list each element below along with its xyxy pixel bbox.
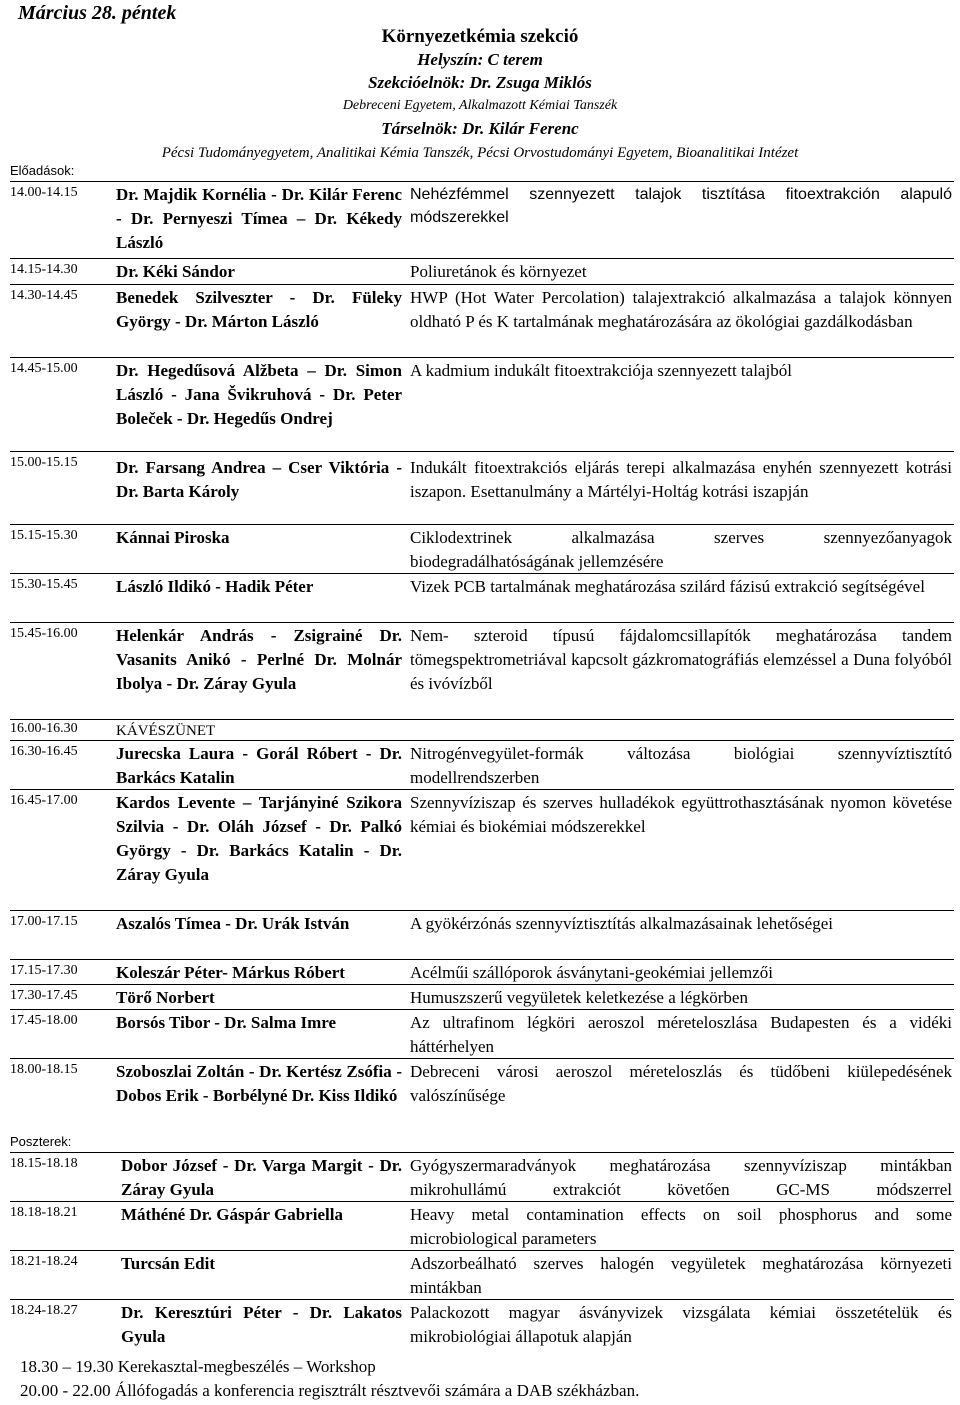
talk-row — [10, 984, 954, 1009]
talk-title: Acélműi szállóporok ásványtani-geokémiai jellemzői — [410, 963, 774, 982]
talk-authors: Dr. Majdik Kornélia - Dr. Kilár Ferenc - Dr. Pernyeszi Tímea – Dr. Kékedy László — [116, 185, 402, 252]
poster-time: 18.21-18.24 — [10, 1254, 78, 1269]
talk-row — [10, 524, 954, 573]
poster-title: Heavy metal contamination effects on soil phosphorus and some microbiological parameters — [410, 1205, 952, 1248]
poster-title: Gyógyszermaradványok meghatározása szennyvíziszap mintákban mikrohullámú extrakciót követően GC-MS módszerrel — [410, 1156, 952, 1199]
poster-title: Adszorbeálható szerves halogén vegyületek meghatározása környezeti mintákban — [410, 1254, 952, 1297]
talk-row — [10, 1009, 954, 1058]
poster-authors: Turcsán Edit — [121, 1254, 216, 1273]
talk-title: A kadmium indukált fitoextrakciója szennyezett talajból — [410, 361, 792, 380]
poster-authors: Máthéné Dr. Gáspár Gabriella — [121, 1205, 343, 1224]
poster-row — [10, 1299, 954, 1350]
talk-time: 14.45-15.00 — [10, 361, 78, 376]
break-row — [10, 719, 954, 740]
talk-title: Az ultrafinom légköri aeroszol méreteloszlása Budapesten és a vidéki háttérhelyen — [410, 1013, 952, 1056]
talk-time: 17.00-17.15 — [10, 914, 78, 929]
talk-time: 17.30-17.45 — [10, 988, 78, 1003]
talk-row — [10, 181, 954, 257]
posters-label: Poszterek: — [10, 1134, 72, 1149]
talk-time: 17.45-18.00 — [10, 1013, 78, 1028]
talk-authors: Koleszár Péter- Márkus Róbert — [116, 963, 345, 982]
talk-time: 14.15-14.30 — [10, 262, 78, 277]
day-heading: Március 28. péntek — [18, 2, 177, 24]
cochair-affiliation: Pécsi Tudományegyetem, Analitikai Kémia Tanszék, Pécsi Orvostudományi Egyetem, Bioanalitikai Intézet — [161, 145, 799, 161]
talk-title: Debreceni városi aeroszol méreteloszlás és tüdőbeni kiülepedésének valószínűsége — [410, 1062, 952, 1105]
talk-row — [10, 959, 954, 984]
poster-title: Palackozott magyar ásványvizek vizsgálata kémiai összetételük és mikrobiológiai állapotuk alapján — [410, 1303, 952, 1346]
talk-title: Poliuretánok és környezet — [410, 262, 587, 281]
talk-time: 15.00-15.15 — [10, 455, 78, 470]
poster-row — [10, 1250, 954, 1299]
talk-title: Vizek PCB tartalmának meghatározása szilárd fázisú extrakció segítségével — [410, 577, 925, 596]
talk-time: 15.15-15.30 — [10, 528, 78, 543]
talk-row — [10, 573, 954, 622]
talk-title: Szennyvíziszap és szerves hulladékok együttrothasztásának nyomon követése kémiai és biokémiai módszerekkel — [410, 793, 952, 836]
section-location: Helyszín: C terem — [417, 50, 543, 69]
talk-row — [10, 284, 954, 357]
talk-time: 16.45-17.00 — [10, 793, 78, 808]
talk-row — [10, 910, 954, 959]
break-label: KÁVÉSZÜNET — [116, 723, 216, 739]
talk-row — [10, 258, 954, 284]
talk-authors: Aszalós Tímea - Dr. Urák István — [116, 914, 350, 933]
poster-time: 18.15-18.18 — [10, 1156, 78, 1171]
talk-title: Nitrogénvegyület-formák változása biológiai szennyvíztisztító modellrendszerben — [410, 744, 952, 787]
reception-line: 20.00 - 22.00 Állófogadás a konferencia regisztrált résztvevői számára a DAB székházban. — [20, 1381, 640, 1400]
talk-authors: Borsós Tibor - Dr. Salma Imre — [116, 1013, 337, 1032]
poster-row — [10, 1201, 954, 1250]
talk-title: Ciklodextrinek alkalmazása szerves szennyezőanyagok biodegradálhatóságának jellemzésére — [410, 528, 952, 571]
poster-authors: Dobor József - Dr. Varga Margit - Dr. Záray Gyula — [121, 1156, 402, 1199]
poster-row — [10, 1152, 954, 1201]
chair-affiliation: Debreceni Egyetem, Alkalmazott Kémiai Tanszék — [342, 98, 618, 113]
talk-authors: Szoboszlai Zoltán - Dr. Kertész Zsófia - Dobos Erik - Borbélyné Dr. Kiss Ildikó — [116, 1062, 402, 1105]
talk-authors: László Ildikó - Hadik Péter — [116, 577, 314, 596]
talk-title: Indukált fitoextrakciós eljárás terepi alkalmazása enyhén szennyezett kotrási iszapon. Esettanulmány a Mártélyi-Holtág kotrási iszapján — [410, 458, 952, 501]
workshop-line: 18.30 – 19.30 Kerekasztal-megbeszélés – Workshop — [20, 1357, 376, 1376]
talk-title: Humuszszerű vegyületek keletkezése a légkörben — [410, 988, 748, 1007]
talk-authors: Dr. Hegedűsová Alžbeta – Dr. Simon László - Jana Švikruhová - Dr. Peter Boleček - Dr. Hegedűs Ondrej — [116, 361, 402, 428]
section-title: Környezetkémia szekció — [381, 26, 579, 47]
talk-time: 14.00-14.15 — [10, 185, 78, 200]
break-time: 16.00-16.30 — [10, 721, 78, 736]
talk-row — [10, 789, 954, 910]
talk-title: Nehézfémmel szennyezett talajok tisztítása fitoextrakción alapuló módszerekkel — [410, 186, 952, 226]
talk-time: 17.15-17.30 — [10, 963, 78, 978]
poster-authors: Dr. Keresztúri Péter - Dr. Lakatos Gyula — [121, 1303, 402, 1346]
talks-label: Előadások: — [10, 163, 75, 178]
talk-title: Nem- szteroid típusú fájdalomcsillapítók meghatározása tandem tömegspektrometriával kapcsolt gázkromatográfiás elemzéssel a Duna folyóból és ivóvízből — [410, 626, 952, 693]
talk-row — [10, 622, 954, 719]
poster-time: 18.18-18.21 — [10, 1205, 78, 1220]
talk-time: 15.45-16.00 — [10, 626, 78, 641]
section-chair: Szekcióelnök: Dr. Zsuga Miklós — [368, 73, 592, 92]
talk-time: 18.00-18.15 — [10, 1062, 78, 1077]
talk-authors: Dr. Farsang Andrea – Cser Viktória - Dr. Barta Károly — [116, 458, 402, 501]
talk-authors: Kánnai Piroska — [116, 528, 230, 547]
talk-authors: Dr. Kéki Sándor — [116, 262, 235, 281]
talk-row — [10, 451, 954, 524]
talk-time: 15.30-15.45 — [10, 577, 78, 592]
talk-row — [10, 1058, 954, 1131]
talk-authors: Kardos Levente – Tarjányiné Szikora Szilvia - Dr. Oláh József - Dr. Palkó György - Dr. Barkács Katalin - Dr. Záray Gyula — [116, 793, 402, 884]
talk-time: 14.30-14.45 — [10, 288, 78, 303]
talk-title: A gyökérzónás szennyvíztisztítás alkalmazásainak lehetőségei — [410, 914, 833, 933]
poster-time: 18.24-18.27 — [10, 1303, 78, 1318]
talk-time: 16.30-16.45 — [10, 744, 78, 759]
talk-row — [10, 740, 954, 789]
talk-authors: Helenkár András - Zsigrainé Dr. Vasanits Anikó - Perlné Dr. Molnár Ibolya - Dr. Záray Gyula — [116, 626, 402, 693]
talk-title: HWP (Hot Water Percolation) talajextrakció alkalmazása a talajok könnyen oldható P és K tartalmának meghatározására az ökológiai gazdálkodásban — [410, 288, 952, 331]
talk-authors: Jurecska Laura - Gorál Róbert - Dr. Barkács Katalin — [116, 744, 402, 787]
section-cochair: Társelnök: Dr. Kilár Ferenc — [381, 119, 579, 138]
talk-authors: Törő Norbert — [116, 988, 215, 1007]
talk-authors: Benedek Szilveszter - Dr. Füleky György - Dr. Márton László — [116, 288, 402, 331]
talk-row — [10, 357, 954, 451]
